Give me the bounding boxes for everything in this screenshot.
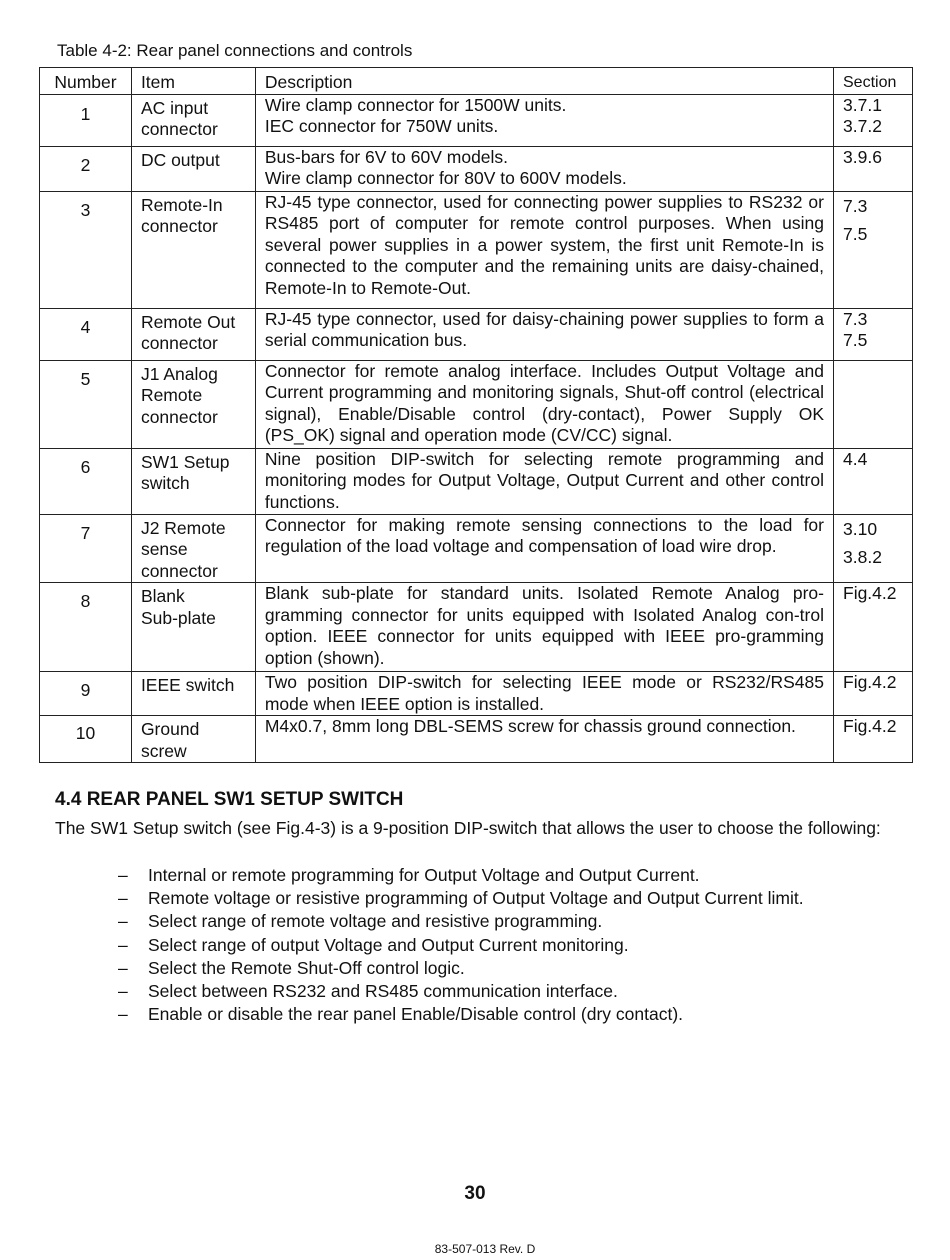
row-number: 9 bbox=[40, 672, 132, 716]
table-row bbox=[40, 514, 913, 583]
row-item bbox=[131, 448, 255, 514]
bullet-marker: – bbox=[118, 1004, 128, 1025]
bullet-text: Enable or disable the rear panel Enable/Disable control (dry contact). bbox=[148, 1004, 684, 1025]
description-line: RJ-45 type connector, used for connecting power supplies to RS232 or RS485 port of computer for remote control purposes. When using several power supplies in a power system, the first unit Remote-In is connected to the computer and the remaining units are daisy-chained, Remote-In to Remote-Out. bbox=[264, 191, 824, 298]
section-ref: 7.5 bbox=[843, 223, 868, 244]
item-line: SW1 Setup bbox=[140, 451, 230, 472]
row-number: 10 bbox=[40, 716, 132, 763]
bullet-marker: – bbox=[118, 865, 128, 885]
item-line: switch bbox=[140, 473, 190, 493]
description-line: Wire clamp connector for 80V to 600V models. bbox=[264, 168, 627, 188]
bullet-text: Select range of output Voltage and Output Current monitoring. bbox=[148, 934, 629, 955]
description-line: Connector for remote analog interface. Includes Output Voltage and Current programming and monitoring signals, Shut-off control (electrical signal), Enable/Disable control (dry-contact), Power Supply OK (PS_OK) signal and operation mode (CV/CC) signal. bbox=[264, 360, 824, 445]
description-line: Nine position DIP-switch for selecting remote programming and monitoring modes for Output Voltage, Output Current and other control functions. bbox=[264, 448, 824, 512]
description-line: RJ-45 type connector, used for daisy-chaining power supplies to form a serial communication bus. bbox=[264, 308, 824, 350]
item-line: Remote bbox=[140, 385, 203, 405]
item-line: J1 Analog bbox=[140, 363, 218, 384]
bullet-marker: – bbox=[118, 957, 128, 978]
rear-panel-table bbox=[39, 67, 913, 763]
row-item bbox=[131, 514, 255, 583]
row-number: 7 bbox=[40, 514, 132, 583]
item-line: connector bbox=[140, 119, 218, 139]
row-description bbox=[255, 672, 833, 716]
row-section bbox=[834, 583, 913, 672]
row-number: 8 bbox=[40, 583, 132, 672]
header-number: Number bbox=[40, 68, 132, 95]
row-description bbox=[255, 94, 833, 146]
description-line: Two position DIP-switch for selecting IEEE mode or RS232/RS485 mode when IEEE option is installed. bbox=[264, 672, 824, 714]
item-line: connector bbox=[140, 406, 218, 427]
section-title: 4.4 REAR PANEL SW1 SETUP SWITCH bbox=[55, 789, 404, 810]
table-row bbox=[40, 191, 913, 308]
section-ref: 7.5 bbox=[843, 330, 868, 350]
bullet-text: Select the Remote Shut-Off control logic. bbox=[148, 957, 465, 978]
section-ref: 3.7.2 bbox=[843, 116, 882, 136]
item-line: Ground bbox=[140, 719, 200, 739]
description-line: M4x0.7, 8mm long DBL-SEMS screw for chassis ground connection. bbox=[264, 716, 796, 736]
row-description bbox=[255, 583, 833, 672]
table-row bbox=[40, 146, 913, 191]
section-intro: The SW1 Setup switch (see Fig.4-3) is a 9-position DIP-switch that allows the user to choose the following: bbox=[55, 818, 881, 838]
row-number: 3 bbox=[40, 191, 132, 308]
table-row bbox=[40, 94, 913, 146]
bullet-item bbox=[118, 980, 804, 1003]
table-caption: Table 4-2: Rear panel connections and controls bbox=[57, 41, 413, 60]
row-item bbox=[131, 716, 255, 763]
section-ref: 3.9.6 bbox=[843, 146, 882, 167]
row-description bbox=[255, 191, 833, 308]
bullet-marker: – bbox=[118, 981, 128, 1002]
row-item bbox=[131, 191, 255, 308]
bullet-text: Select range of remote voltage and resistive programming. bbox=[148, 911, 603, 932]
row-section bbox=[834, 672, 913, 716]
table-header-row bbox=[40, 68, 913, 95]
description-line: Bus-bars for 6V to 60V models. bbox=[264, 146, 509, 167]
row-section bbox=[834, 514, 913, 583]
item-line: IEEE switch bbox=[140, 675, 235, 695]
item-line: screw bbox=[140, 740, 187, 761]
bullet-item bbox=[118, 910, 804, 933]
bullet-item bbox=[118, 864, 804, 887]
section-ref: 3.8.2 bbox=[843, 546, 882, 567]
page-number: 30 bbox=[464, 1183, 486, 1204]
table-row bbox=[40, 360, 913, 448]
header-item: Item bbox=[131, 68, 255, 95]
table-row bbox=[40, 308, 913, 360]
row-description bbox=[255, 308, 833, 360]
row-description bbox=[255, 360, 833, 448]
row-number: 5 bbox=[40, 360, 132, 448]
row-section bbox=[834, 360, 913, 448]
section-ref: 4.4 bbox=[843, 448, 868, 469]
row-number: 4 bbox=[40, 308, 132, 360]
table-row bbox=[40, 448, 913, 514]
bullet-marker: – bbox=[118, 911, 128, 932]
item-line: DC output bbox=[140, 149, 220, 170]
section-ref: Fig.4.2 bbox=[843, 583, 897, 603]
row-section bbox=[834, 716, 913, 763]
row-item bbox=[131, 672, 255, 716]
section-ref: 3.10 bbox=[843, 518, 878, 539]
item-line: Remote-In bbox=[140, 194, 223, 215]
bullet-item bbox=[118, 934, 804, 957]
bullet-text: Remote voltage or resistive programming of Output Voltage and Output Current limit. bbox=[148, 888, 804, 909]
row-item bbox=[131, 360, 255, 448]
row-item bbox=[131, 146, 255, 191]
row-description bbox=[255, 448, 833, 514]
item-line: sense bbox=[140, 539, 188, 559]
header-description: Description bbox=[255, 68, 833, 95]
table-row bbox=[40, 672, 913, 716]
section-ref: 7.3 bbox=[843, 308, 868, 329]
row-item bbox=[131, 583, 255, 672]
bullet-list bbox=[118, 864, 804, 1026]
row-section bbox=[834, 191, 913, 308]
row-section bbox=[834, 94, 913, 146]
row-description bbox=[255, 716, 833, 763]
bullet-item bbox=[118, 1003, 804, 1026]
row-section bbox=[834, 448, 913, 514]
description-line: Wire clamp connector for 1500W units. bbox=[264, 94, 567, 115]
bullet-text: Select between RS232 and RS485 communication interface. bbox=[148, 981, 618, 1002]
description-line: IEC connector for 750W units. bbox=[264, 116, 499, 136]
row-section bbox=[834, 146, 913, 191]
document-reference: 83-507-013 Rev. D bbox=[434, 1242, 536, 1256]
header-section: Section bbox=[834, 68, 913, 95]
bullet-marker: – bbox=[118, 888, 128, 909]
item-line: AC input bbox=[140, 97, 209, 118]
item-line: Remote Out bbox=[140, 311, 236, 332]
row-item bbox=[131, 308, 255, 360]
description-line: Connector for making remote sensing connections to the load for regulation of the load voltage and compensation of load wire drop. bbox=[264, 514, 824, 556]
row-number: 1 bbox=[40, 94, 132, 146]
description-line: Blank sub-plate for standard units. Isolated Remote Analog pro-gramming connector for units equipped with Isolated Analog con-trol option. IEEE connector for units equipped with IEEE pro-gramming option (shown). bbox=[264, 583, 824, 668]
row-description bbox=[255, 514, 833, 583]
bullet-text: Internal or remote programming for Output Voltage and Output Current. bbox=[148, 865, 700, 885]
item-line: J2 Remote bbox=[140, 517, 226, 538]
item-line: connector bbox=[140, 216, 218, 236]
table-row bbox=[40, 716, 913, 763]
item-line: Sub-plate bbox=[140, 607, 216, 628]
item-line: connector bbox=[140, 333, 218, 353]
section-ref: Fig.4.2 bbox=[843, 672, 897, 692]
row-number: 6 bbox=[40, 448, 132, 514]
bullet-item bbox=[118, 887, 804, 910]
bullet-marker: – bbox=[118, 934, 128, 955]
section-ref: Fig.4.2 bbox=[843, 716, 897, 736]
item-line: connector bbox=[140, 560, 218, 581]
item-line: Blank bbox=[140, 586, 185, 606]
row-number: 2 bbox=[40, 146, 132, 191]
row-description bbox=[255, 146, 833, 191]
section-ref: 3.7.1 bbox=[843, 94, 882, 115]
row-section bbox=[834, 308, 913, 360]
section-ref: 7.3 bbox=[843, 195, 868, 216]
bullet-item bbox=[118, 957, 804, 980]
row-item bbox=[131, 94, 255, 146]
table-row bbox=[40, 583, 913, 672]
